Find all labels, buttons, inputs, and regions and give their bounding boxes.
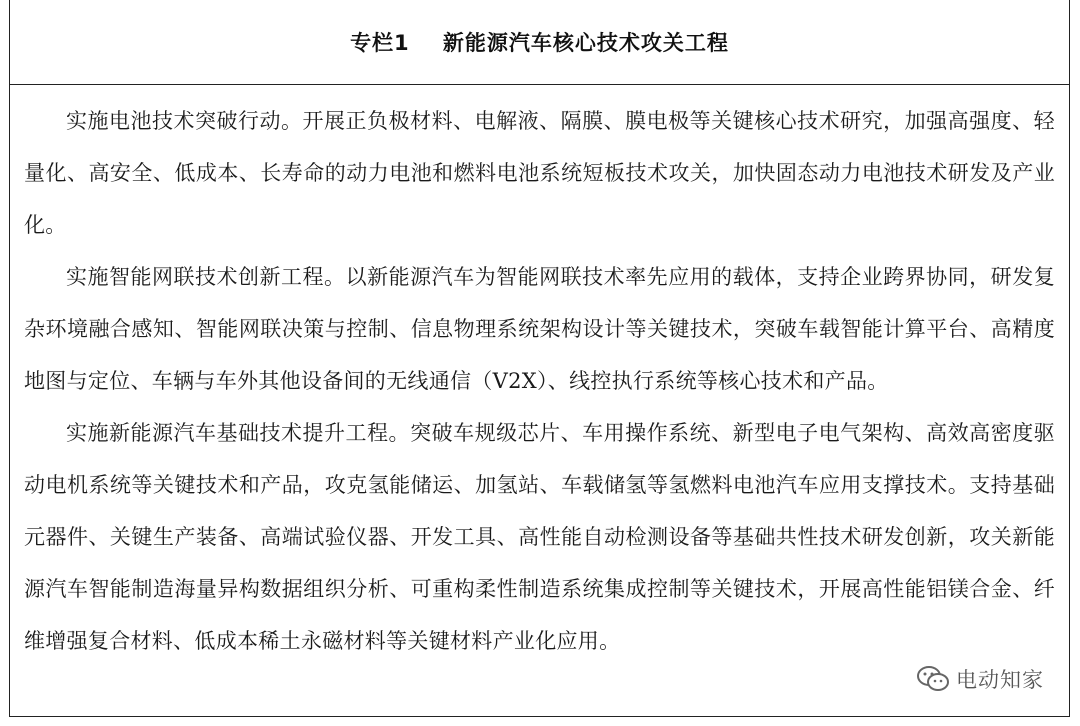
paragraph-text: 开展正负极材料、电解液、隔膜、膜电极等关键核心技术研究，加强高强度、轻量化、高安全、低成本、长寿命的动力电池和燃料电池系统短板技术攻关，加快固态动力电池技术研发及产业化。 — [24, 109, 1055, 237]
paragraph-text: 以新能源汽车为智能网联技术率先应用的载体，支持企业跨界协同，研发复杂环境融合感知、智能网联决策与控制、信息物理系统架构设计等关键技术，突破车载智能计算平台、高精度地图与定位、车辆与车外其他设备间的无线通信（V2X）、线控执行系统等核心技术和产品。 — [24, 265, 1055, 393]
watermark — [910, 662, 1050, 696]
column-body — [10, 85, 1069, 667]
paragraph-foundation — [24, 407, 1055, 667]
watermark-text: 电动知家 — [956, 668, 1044, 692]
paragraph-lead: 实施智能网联技术创新工程。 — [66, 265, 346, 289]
column-header — [10, 0, 1069, 85]
wechat-icon — [916, 665, 950, 693]
paragraph-lead: 实施新能源汽车基础技术提升工程。 — [66, 421, 411, 445]
column-title: 专栏1 新能源汽车核心技术攻关工程 — [350, 31, 729, 55]
column-box — [9, 0, 1070, 717]
paragraph-connected — [24, 251, 1055, 407]
paragraph-lead: 实施电池技术突破行动。 — [66, 109, 303, 133]
paragraph-battery — [24, 95, 1055, 251]
paragraph-text: 突破车规级芯片、车用操作系统、新型电子电气架构、高效高密度驱动电机系统等关键技术和产品，攻克氢能储运、加氢站、车载储氢等氢燃料电池汽车应用支撑技术。支持基础元器件、关键生产装备、高端试验仪器、开发工具、高性能自动检测设备等基础共性技术研发创新，攻关新能源汽车智能制造海量异构数据组织分析、可重构柔性制造系统集成控制等关键技术，开展高性能铝镁合金、纤维增强复合材料、低成本稀土永磁材料等关键材料产业化应用。 — [24, 421, 1055, 653]
